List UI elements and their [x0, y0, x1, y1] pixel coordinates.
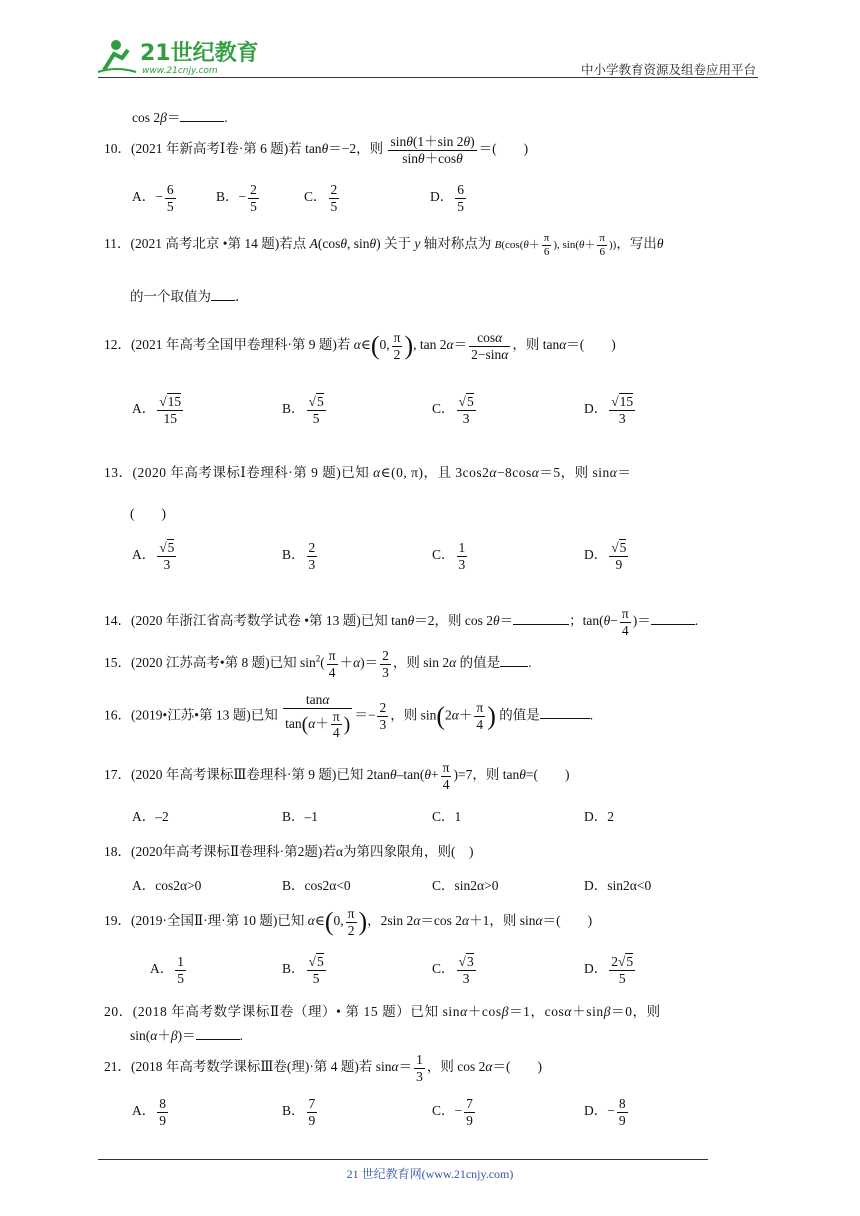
- q21-option-c[interactable]: C．− $\frac{7}{9}$: [432, 1096, 473, 1128]
- q19-option-a[interactable]: A． $\frac{1}{5}$: [150, 954, 184, 986]
- q17-option-c[interactable]: C．1: [432, 809, 462, 824]
- q19-option-b[interactable]: B． $\frac{√5}{5}$: [282, 954, 324, 986]
- svg-text:21世纪教育: 21世纪教育: [140, 41, 259, 66]
- q20-line1: 20．(2018 年高考数学课标Ⅱ卷（理）• 第 15 题）已知 sinα＋cosβ＝1，cosα＋sinβ＝0，则: [104, 1004, 661, 1019]
- q12-option-d[interactable]: D． $\frac{√15}{3}$: [584, 394, 634, 426]
- q13-option-d[interactable]: D． $\frac{√5}{9}$: [584, 540, 627, 572]
- q18-option-a[interactable]: A．cos2α>0: [132, 878, 202, 893]
- q21-option-a[interactable]: A． $\frac{8}{9}$: [132, 1096, 166, 1128]
- q18-option-d[interactable]: D．sin2α<0: [584, 878, 652, 893]
- q12: 12．(2021 年高考全国甲卷理科·第 9 题)若 α∈(0, $\frac{\pi}{2}$ ), tan 2α＝ $\frac{\cos\alpha}{2-\sin\alpha}$ ，则 tanα＝( ): [104, 330, 616, 362]
- q17-option-a[interactable]: A．–2: [132, 809, 169, 824]
- q13-line2: ( ): [130, 506, 166, 521]
- q18-option-c[interactable]: C．sin2α>0: [432, 878, 499, 893]
- footer-text[interactable]: 21 世纪教育网(www.21cnjy.com): [346, 1167, 514, 1181]
- q15: 15．(2020 江苏高考•第 8 题)已知 $\sin^2$( $\frac{\pi}{4}$ ＋α)＝ $\frac{2}{3}$ ，则 sin 2α 的值是 .: [104, 648, 532, 680]
- q19: 19．(2019·全国Ⅱ·理·第 10 题)已知 α∈(0, $\frac{\pi}{2}$ )，2sin 2α＝cos 2α＋1，则 sinα＝( ): [104, 906, 593, 938]
- q11-line2: 的一个取值为 ．: [130, 289, 249, 304]
- q20-line2: sin(α＋β)＝ .: [130, 1028, 243, 1043]
- q21-option-b[interactable]: B． $\frac{7}{9}$: [282, 1096, 316, 1128]
- q17-option-b[interactable]: B．–1: [282, 809, 319, 824]
- header-platform-text: 中小学教育资源及组卷应用平台: [580, 62, 756, 77]
- header-divider: [98, 77, 758, 78]
- q14: 14．(2020 年浙江省高考数学试卷 •第 13 题)已知 tanθ＝2，则 cos 2θ＝ ；tan(θ− $\frac{\pi}{4}$ )＝ .: [104, 606, 699, 638]
- q10-option-b[interactable]: B．− $\frac{2}{5}$: [216, 182, 257, 214]
- q13-option-b[interactable]: B． $\frac{2}{3}$: [282, 540, 316, 572]
- q16: 16．(2019•江苏•第 13 题)已知 tanα tan(α＋ $\frac{\pi}{4}$ ) ＝− $\frac{2}{3}$ ，则 sin(2α＋ $\frac{\pi}{4}$ ) 的值是 .: [104, 692, 594, 741]
- footer-divider: [98, 1159, 708, 1160]
- q19-option-c[interactable]: C． $\frac{√3}{3}$: [432, 954, 474, 986]
- q9-tail: cos 2β＝ .: [132, 110, 228, 125]
- q13-option-c[interactable]: C． $\frac{1}{3}$: [432, 540, 466, 572]
- q10-option-d[interactable]: D． $\frac{6}{5}$: [430, 182, 464, 214]
- q13-line1: 13．(2020 年高考课标Ⅰ卷理科·第 9 题)已知 α∈(0, π)，且 3cos2α−8cosα＝5，则 sinα＝: [104, 465, 632, 480]
- q10-option-a[interactable]: A．− $\frac{6}{5}$: [132, 182, 174, 214]
- q17: 17．(2020 年高考课标Ⅲ卷理科·第 9 题)已知 2tanθ–tan(θ+ $\frac{\pi}{4}$ )=7，则 tanθ=( ): [104, 760, 570, 792]
- site-logo: [96, 36, 266, 76]
- q21-option-d[interactable]: D．− $\frac{8}{9}$: [584, 1096, 626, 1128]
- q18: 18．(2020年高考课标Ⅱ卷理科·第2题)若α为第四象限角，则( ): [104, 844, 474, 859]
- svg-text:www.21cnjy.com: www.21cnjy.com: [142, 66, 218, 76]
- q10-option-c[interactable]: C． $\frac{2}{5}$: [304, 182, 338, 214]
- q11-line1: 11．(2021 高考北京 •第 14 题)若点 A(cosθ, sinθ) 关于 y 轴对称点为 B(cos(θ＋ $\frac{\pi}{6}$ ), sin(θ＋ $\frac{\pi}{6}$ ))，写出θ: [104, 232, 664, 258]
- q13-option-a[interactable]: A． $\frac{√5}{3}$: [132, 540, 175, 572]
- q17-option-d[interactable]: D．2: [584, 809, 614, 824]
- q21: 21．(2018 年高考数学课标Ⅲ卷(理)·第 4 题)若 sinα＝ $\frac{1}{3}$ ，则 cos 2α＝( ): [104, 1052, 542, 1084]
- q12-option-c[interactable]: C． $\frac{√5}{3}$: [432, 394, 474, 426]
- q12-option-a[interactable]: A． $\frac{√15}{15}$: [132, 394, 182, 426]
- q19-option-d[interactable]: D． $\frac{2√5}{5}$: [584, 954, 634, 986]
- q10: 10．(2021 年新高考Ⅰ卷·第 6 题)若 tanθ＝−2，则 $\frac{\sin\theta(1+\sin 2\theta)}{\sin\theta+\cos\theta}$ ＝( ): [104, 134, 529, 166]
- q18-option-b[interactable]: B．cos2α<0: [282, 878, 351, 893]
- q12-option-b[interactable]: B． $\frac{√5}{5}$: [282, 394, 324, 426]
